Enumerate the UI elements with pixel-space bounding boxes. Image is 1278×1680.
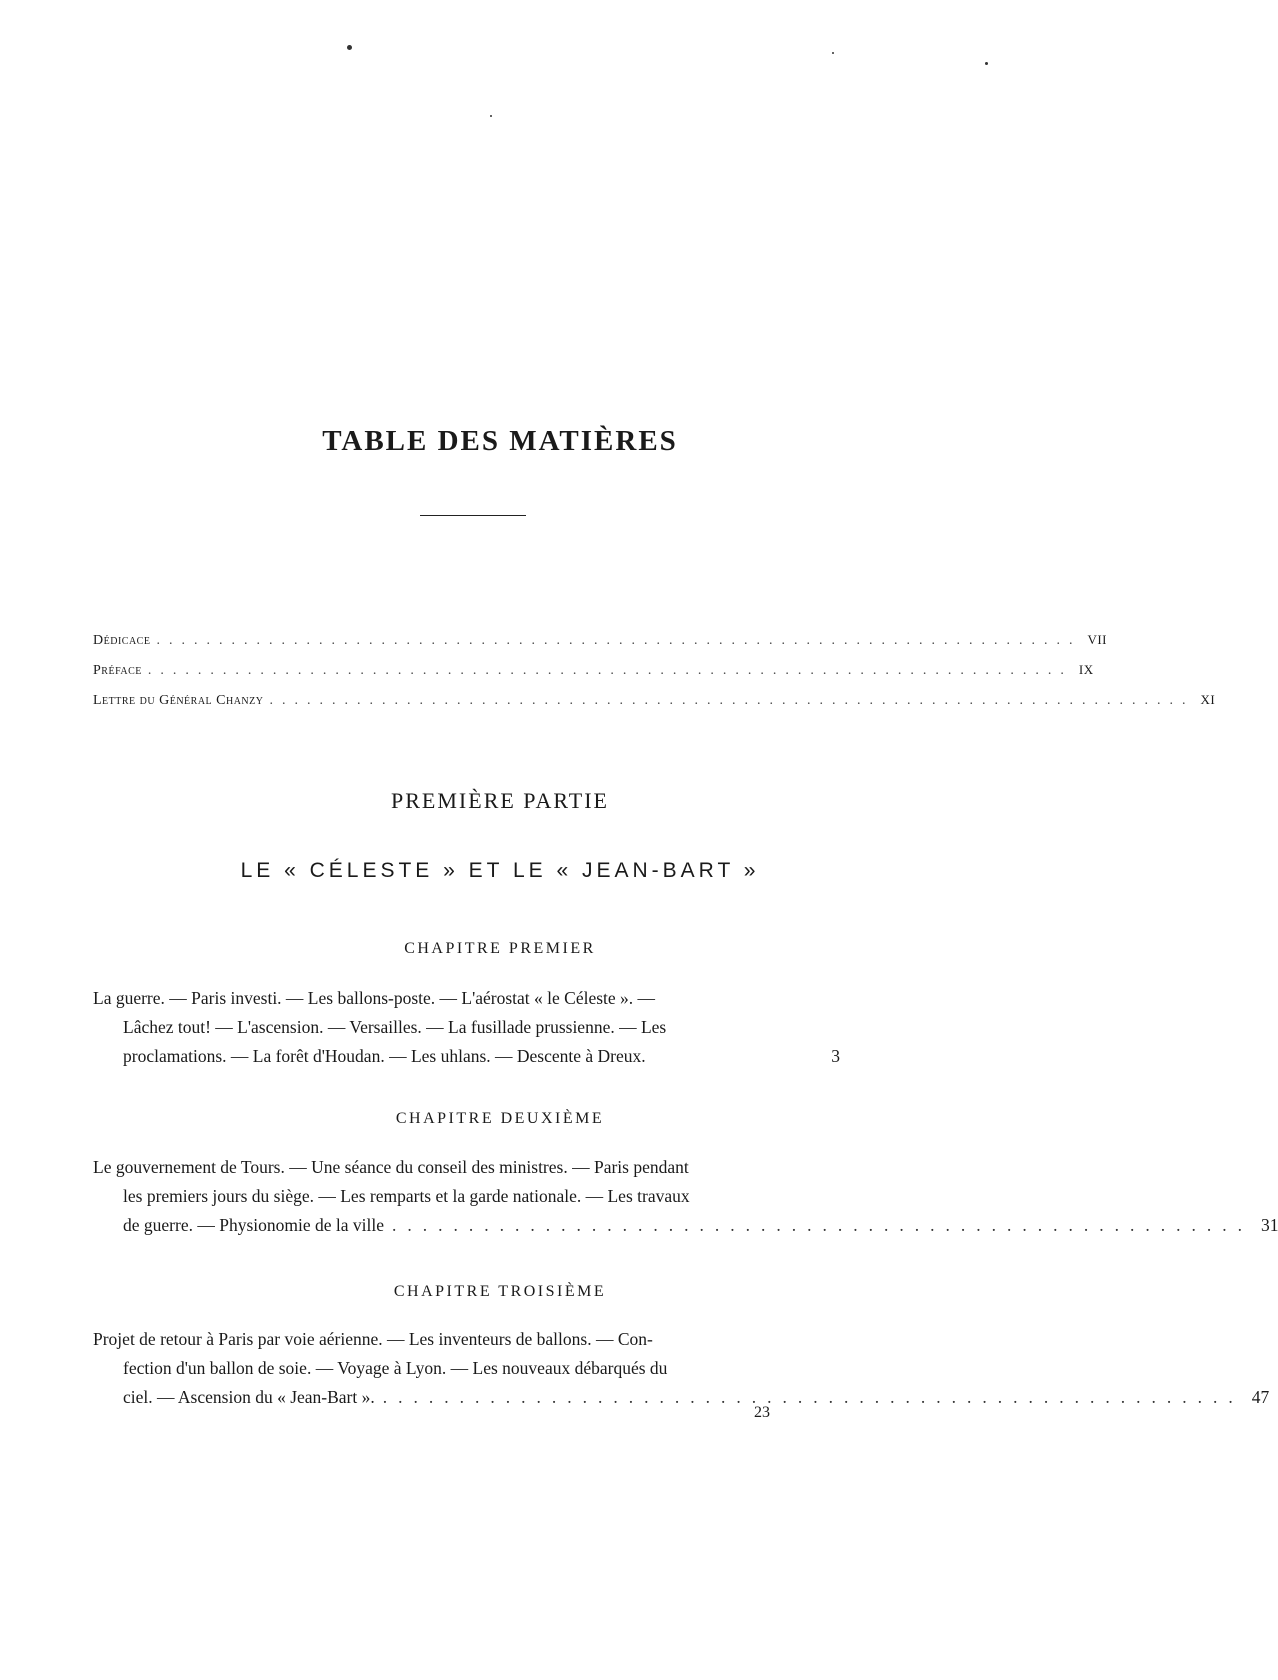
section-heading: LE « CÉLESTE » ET LE « JEAN-BART » [240,859,760,882]
scan-speck [490,115,492,117]
front-matter-page: IX [1078,662,1094,677]
chapter-summary [93,1325,1270,1412]
page-number: 23 [754,1404,770,1421]
summary-line: Lâchez tout! — L'ascension. — Versailles. — La fusillade prussienne. — Les [123,1017,667,1037]
scan-speck [347,45,352,50]
dot-leader: .......................................................................... [156,633,1082,648]
title-divider [420,515,526,516]
summary-line: de guerre. — Physionomie de la ville [123,1215,384,1235]
front-matter-page: XI [1200,692,1216,707]
front-matter-page: VII [1087,632,1107,647]
summary-line: proclamations. — La forêt d'Houdan. — Les uhlans. — Descente à Dreux. [123,1046,646,1066]
front-matter-item [93,662,1094,692]
dot-leader: .......................................................................... [269,693,1195,708]
chapter-heading: CHAPITRE TROISIÈME [393,1283,607,1300]
chapter-summary [93,984,840,1071]
summary-last-line [93,1383,1270,1412]
summary-line: les premiers jours du siège. — Les remparts et la garde nationale. — Les travaux [123,1186,690,1206]
summary-line: Le gouvernement de Tours. — Une séance du conseil des ministres. — Paris pendant [93,1157,689,1177]
dot-leader: .......................................................................... [147,663,1073,678]
front-matter-label: Préface [93,663,142,678]
chapter-page: 31 [1260,1215,1278,1235]
chapter-page: 3 [831,1046,840,1066]
summary-line: Projet de retour à Paris par voie aérienne. — Les inventeurs de ballons. — Con- [93,1329,653,1349]
front-matter-label: Lettre du Général Chanzy [93,693,264,708]
chapter-page: 47 [1251,1387,1270,1407]
front-matter-list [93,632,1216,722]
part-heading: PREMIÈRE PARTIE [391,788,609,813]
summary-last-line [93,1211,1278,1240]
summary-last-line [93,1042,840,1071]
front-matter-item [93,632,1107,662]
dot-leader: ........................................................ [382,1387,1244,1407]
summary-line: La guerre. — Paris investi. — Les ballons-poste. — L'aérostat « le Céleste ». — [93,988,656,1008]
front-matter-label: Dédicace [93,633,151,648]
chapter-heading: CHAPITRE DEUXIÈME [395,1110,605,1127]
summary-line: fection d'un ballon de soie. — Voyage à Lyon. — Les nouveaux débarqués du [123,1358,668,1378]
dot-leader: ........................................................ [391,1215,1253,1235]
summary-line: ciel. — Ascension du « Jean-Bart ». [123,1387,375,1407]
front-matter-item [93,692,1216,722]
scan-speck [985,62,988,65]
page-title: TABLE DES MATIÈRES [322,425,678,457]
scan-speck [832,52,834,54]
chapter-summary [93,1153,1278,1240]
chapter-heading: CHAPITRE PREMIER [404,940,596,957]
